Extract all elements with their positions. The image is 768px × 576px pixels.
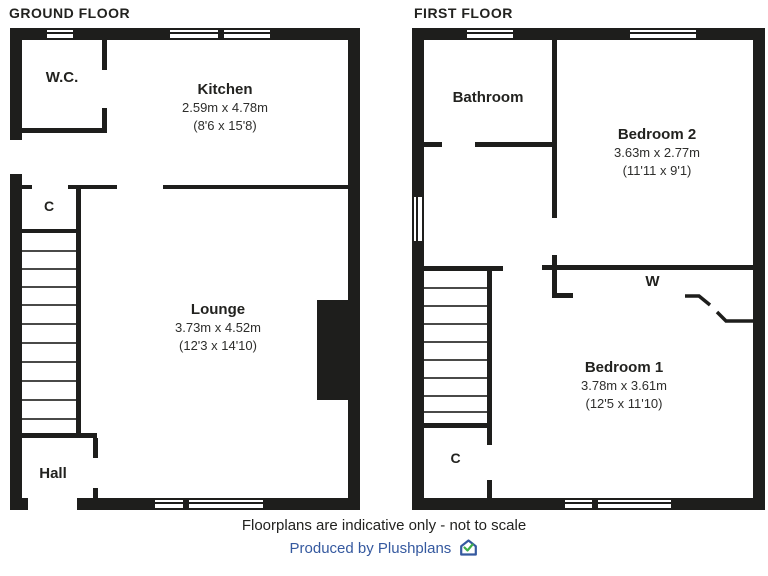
bedroom1-window <box>563 498 673 510</box>
kitchen-window <box>168 28 272 40</box>
stair-step <box>424 305 487 307</box>
chimney-breast <box>317 300 348 400</box>
room-label-bedroom1: Bedroom 1 3.78m x 3.61m (12'5 x 11'10) <box>581 359 667 411</box>
cupboard-wall <box>487 480 492 498</box>
first-floor-title: FIRST FLOOR <box>414 5 513 21</box>
side-opening <box>10 140 22 174</box>
stair-step <box>22 399 76 401</box>
wall <box>102 40 107 70</box>
wall <box>348 28 360 510</box>
hall-wall <box>93 488 98 498</box>
credit-text: Produced by Plushplans <box>289 540 452 557</box>
disclaimer-text: Floorplans are indicative only - not to scale <box>241 517 527 534</box>
stair-step <box>424 411 487 413</box>
room-label-cupboard-ff: C <box>450 450 461 466</box>
stair-wall <box>76 185 81 437</box>
room-label-kitchen: Kitchen 2.59m x 4.78m (8'6 x 15'8) <box>182 81 268 133</box>
wall <box>22 128 107 133</box>
stair-step <box>424 323 487 325</box>
stair-step <box>424 287 487 289</box>
room-label-cupboard-gf: C <box>43 198 55 214</box>
stair-step <box>424 395 487 397</box>
wardrobe-wall <box>542 265 753 270</box>
wall <box>552 255 557 298</box>
room-label-bedroom2: Bedroom 2 3.63m x 2.77m (11'11 x 9'1) <box>614 126 700 178</box>
stair-bottom-edge <box>424 423 492 428</box>
plushplans-house-logo-icon <box>459 539 478 556</box>
stair-step <box>22 342 76 344</box>
front-door-opening <box>28 498 77 510</box>
bathroom-window <box>465 28 515 40</box>
wardrobe-door-swing-icon <box>685 292 715 308</box>
stair-step <box>22 304 76 306</box>
stair-step <box>22 250 76 252</box>
room-label-bathroom: Bathroom <box>452 89 524 106</box>
wall <box>10 28 22 510</box>
landing-window <box>412 195 424 243</box>
stair-step <box>22 361 76 363</box>
stair-step <box>22 323 76 325</box>
wall <box>475 142 557 147</box>
ground-floor-title: GROUND FLOOR <box>9 5 131 21</box>
stair-step <box>424 341 487 343</box>
room-label-wc: W.C. <box>45 69 79 86</box>
stair-bottom-edge <box>22 433 97 438</box>
wardrobe-return-wall <box>552 293 573 298</box>
hall-wall <box>93 438 98 458</box>
wardrobe-door-swing-icon <box>714 310 756 326</box>
wall <box>163 185 348 189</box>
wall <box>552 40 557 218</box>
room-label-lounge: Lounge 3.73m x 4.52m (12'3 x 14'10) <box>175 301 261 353</box>
stair-step <box>22 268 76 270</box>
room-label-wardrobe: W <box>645 273 660 290</box>
wall <box>412 28 424 510</box>
stair-step <box>22 418 76 420</box>
stair-step <box>22 286 76 288</box>
stair-step <box>22 380 76 382</box>
stair-wall <box>487 266 492 445</box>
bedroom2-window <box>628 28 698 40</box>
wall <box>424 142 442 147</box>
wall <box>22 185 32 189</box>
room-label-hall: Hall <box>39 465 67 482</box>
stair-step <box>424 377 487 379</box>
stair-step <box>424 359 487 361</box>
lounge-window <box>153 498 265 510</box>
wall <box>753 28 765 510</box>
credit-line <box>0 539 768 557</box>
stair-top-edge <box>22 229 76 233</box>
wc-window <box>45 28 75 40</box>
